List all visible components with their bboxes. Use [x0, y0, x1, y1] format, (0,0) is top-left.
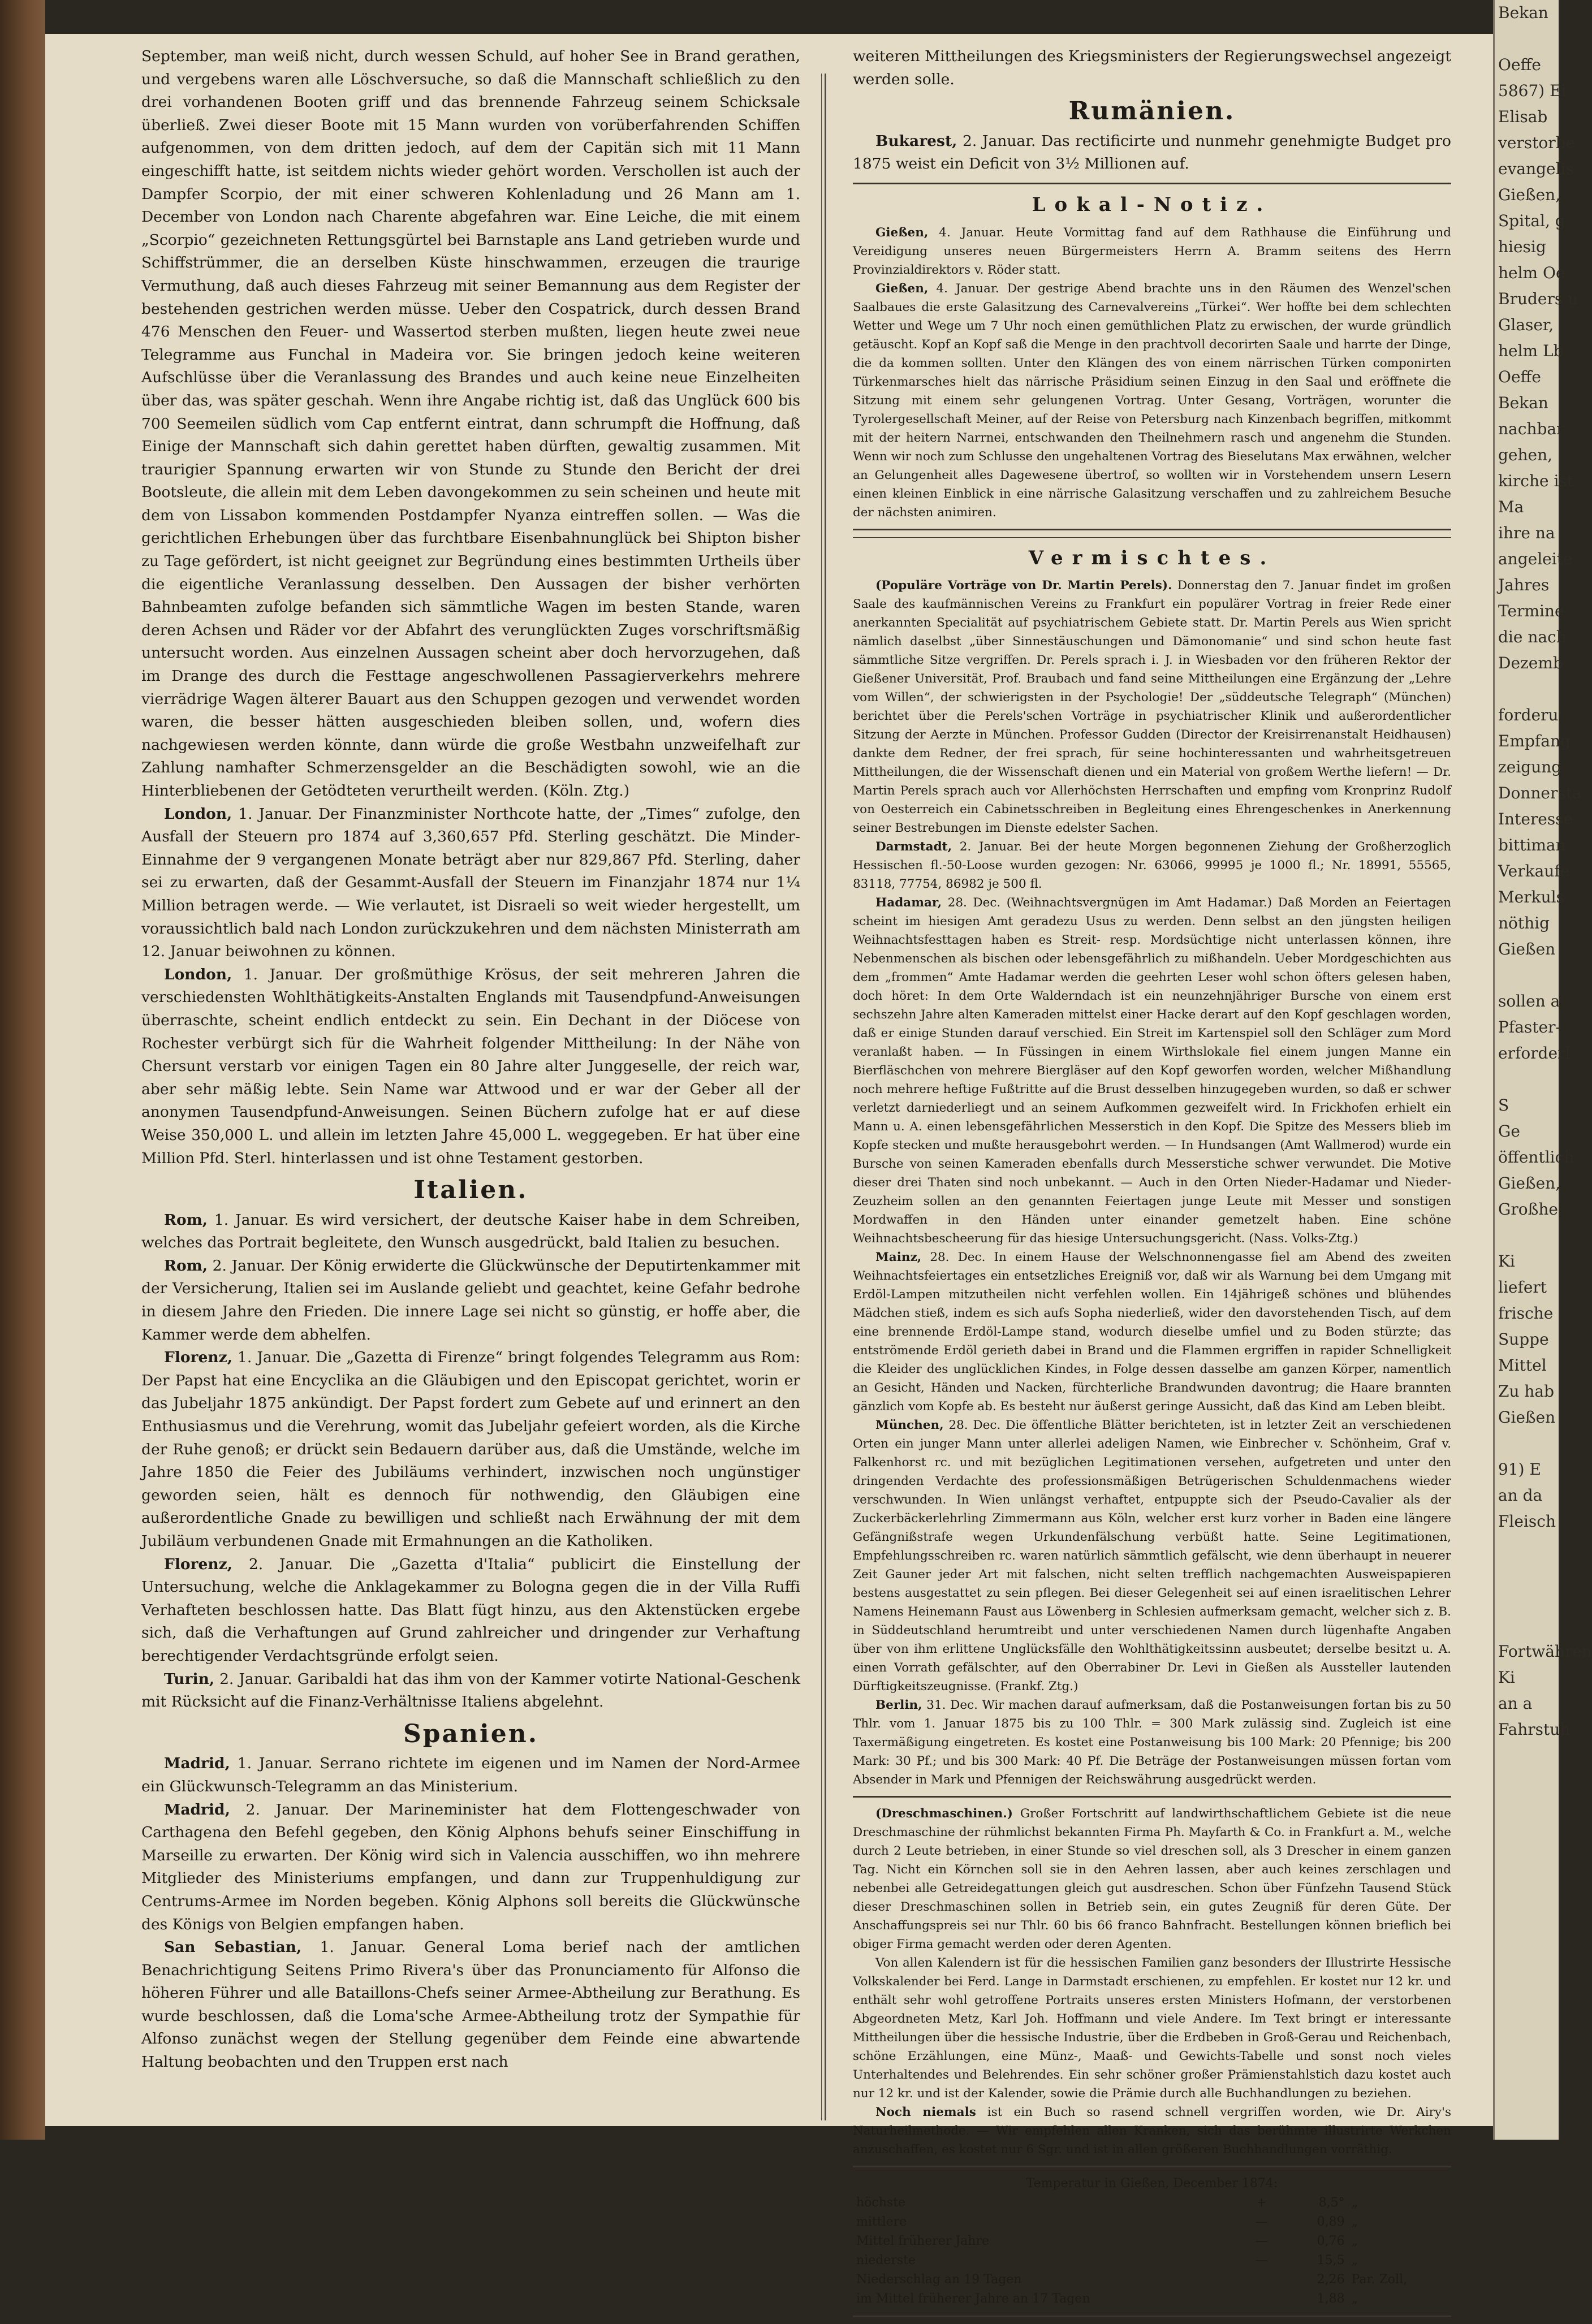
strip-fragment: Jahres — [1498, 576, 1550, 594]
article-madrid-2: Madrid, 2. Januar. Der Marineminister hat dem Flottengeschwader von Carthagena den Befehl gegeben, den König Alphons behufs seiner Einschiffung in Marseille zu erwarten. Der König wird sich in Valencia ausschiffen, wo ihn mehrere Mitglieder des Ministeriums empfangen, und dann zur Truppenhuldigung zur Centrums-Armee im Norden begeben. König Alphons soll bereits die Glückwünsche des Königs von Belgien empfangen haben. — [141, 1800, 800, 1933]
temperature-value: 15,5 — [1317, 2253, 1345, 2268]
article-rom-1: Rom, 1. Januar. Es wird versichert, der deutsche Kaiser habe in dem Schreiben, welches das Portrait begleitete, den Wunsch ausgedrückt, bald Italien zu besuchen. — [141, 1211, 800, 1252]
strip-fragment: nachbar — [1498, 420, 1564, 438]
strip-fragment: Termine — [1498, 602, 1564, 620]
strip-fragment: Gießen, — [1498, 1174, 1561, 1193]
strip-fragment: forderu — [1498, 706, 1559, 724]
section-heading-rumaenien: Rumänien. — [1068, 97, 1236, 126]
strip-fragment: nöthig — [1498, 914, 1550, 932]
temperature-value: 0,89 — [1317, 2215, 1345, 2230]
strip-fragment: Bekan — [1498, 394, 1548, 412]
strip-fragment: Fortwähren — [1498, 1642, 1592, 1661]
divider — [853, 2316, 1451, 2317]
strip-fragment: Ge — [1498, 1122, 1520, 1141]
temperature-value: 1,88 — [1317, 2292, 1345, 2306]
temperature-value: 2,26 — [1317, 2273, 1345, 2287]
strip-fragment: Gießen — [1498, 940, 1556, 958]
article-san-sebastian: San Sebastian, 1. Januar. General Loma berief nach der amtlichen Benachrichtigung Seitens Primo Rivera's über das Pronunciamento für Alfonso die höheren Führer und alle Bataillons-Chefs seiner Armee-Abtheilung zur Berathung. Es wurde beschlossen, daß die Loma'sche Armee-Abtheilung trotz der Sympathie für Alfonso zunächst wegen der Stellung gegenüber dem Feinde eine abwartende Haltung beobachten und den Truppen erst nach — [141, 1938, 800, 2071]
section-heading-lokal: Lokal-Notiz. — [1032, 193, 1272, 216]
temperature-row — [853, 2213, 1451, 2232]
temperature-unit: „ — [1351, 2234, 1358, 2249]
temperature-title: Temperatur in Gießen, December 1874: — [1026, 2176, 1278, 2191]
strip-fragment: angeleite — [1498, 550, 1573, 568]
temperature-label: Mittel früherer Jahre — [856, 2234, 989, 2249]
section-heading-vermischtes: Vermischtes. — [1028, 546, 1276, 569]
temperature-unit: „ — [1351, 2253, 1358, 2268]
strip-fragment: Empfang — [1498, 732, 1571, 750]
temperature-sign: + — [1256, 2196, 1267, 2210]
temperature-row — [853, 2232, 1451, 2251]
strip-fragment: erforderl — [1498, 1044, 1571, 1062]
temperature-sign: — — [1255, 2253, 1268, 2268]
strip-fragment — [1495, 1431, 1559, 1457]
temperature-sign: — — [1255, 2234, 1268, 2249]
strip-fragment: Interesse — [1498, 810, 1573, 828]
strip-fragment — [1495, 1223, 1559, 1249]
strip-fragment: gehen, — [1498, 446, 1553, 464]
strip-fragment: Fahrstuh — [1498, 1720, 1571, 1739]
article-rom-2: Rom, 2. Januar. Der König erwiderte die Glückwünsche der Deputirtenkammer mit der Versicherung, Italien sei im Auslande geliebt und geachtet, keine Gefahr bedrohe in diesem Jahre den Frieden. Die innere Lage sei nicht so günstig, er hoffe aber, die Kammer werde dem abhelfen. — [141, 1256, 800, 1344]
misc-darmstadt: Darmstadt, 2. Januar. Bei der heute Morgen begonnenen Ziehung der Großherzoglich Hessischen fl.-50-Loose wurden gezogen: Nr. 63066, 99995 je 1000 fl.; Nr. 18991, 55565, 83118, 77754, 86982 je 500 fl. — [853, 840, 1451, 892]
ad-kalender: Von allen Kalendern ist für die hessischen Familien ganz besonders der Illustrirte Hessische Volkskalender bei Ferd. Lange in Darmstadt erschienen, zu empfehlen. Er kostet nur 12 kr. und enthält sehr wohl getroffene Portraits unseres ersten Ministers Hofmann, der verstorbenen Abgeordneten Metz, Karl Joh. Hoffmann und viele Andere. Im Text bringt er interessante Mittheilungen über die hessische Industrie, über die Erdbeben in Groß-Gerau und Reichenbach, schöne Erzählungen, eine Münz-, Maaß- und Gewichts-Tabelle und sonst noch vieles Unterhaltendes und Belehrendes. Ein sehr schöner großer Prämienstahlstich dazu kostet auch nur 12 kr. und ist der Kalender, sowie die Prämie durch alle Buchhandlungen zu beziehen. — [853, 1956, 1451, 2101]
temperature-label: mittlere — [856, 2215, 907, 2230]
strip-fragment: 5867) Ei — [1498, 81, 1567, 100]
temperature-row — [853, 2270, 1451, 2290]
strip-fragment: Mittel — [1498, 1356, 1547, 1375]
ad-dreschmaschinen: (Dreschmaschinen.) Großer Fortschritt auf landwirthschaftlichem Gebiete ist die neue Dreschmaschine der rühmlichst bekannten Firma Ph. Mayfarth & Co. in Frankfurt a. M., welche durch 2 Leute betrieben, in einer Stunde so viel dreschen soll, als 3 Drescher in einem ganzen Tag. Nicht ein Körnchen soll sie in den Aehren lassen, aber auch keines zerschlagen und nebenbei alle Getreidegattungen gleich gut ausdreschen. Schon über Fünfzehn Tausend Stück dieser Dreschmaschinen sollen in Betrieb sein, ein gutes Zeugniß für deren Güte. Der Anschaffungspreis sei nur Thlr. 60 bis 66 franco Bahnfracht. Bestellungen können brieflich bei obiger Firma gemacht werden oder deren Agenten. — [853, 1807, 1451, 1952]
strip-fragment: kirche ist — [1498, 472, 1574, 490]
strip-fragment: Großhe — [1498, 1200, 1558, 1219]
strip-fragment — [1495, 676, 1559, 702]
article-london-1: London, 1. Januar. Der Finanzminister Northcote hatte, der „Times“ zufolge, den Ausfall der Steuern pro 1874 auf 3,360,657 Pfd. Sterling geschätzt. Die Minder-Einnahme der 9 vergangenen Monate beträgt aber nur 829,867 Pfd. Sterling, daher sei zu erwarten, daß der Gesammt-Ausfall der Steuern im Finanzjahr 1874 nur 1¼ Million betragen werde. — Wie verlautet, ist Disraeli so weit wieder hergestellt, um voraussichtlich bald nach London zurückzukehren und dem nächsten Ministerrath am 12. Januar beiwohnen zu können. — [141, 805, 800, 961]
article-madrid-1: Madrid, 1. Januar. Serrano richtete im eigenen und im Namen der Nord-Armee ein Glückwunsch-Telegramm an das Ministerium. — [141, 1755, 800, 1795]
temperature-value: 8,5° — [1318, 2196, 1345, 2210]
strip-fragment — [1495, 1066, 1559, 1092]
temperature-label: niederste — [856, 2253, 916, 2268]
strip-fragment — [1495, 1561, 1559, 1587]
article-bukarest: Bukarest, 2. Januar. Das rectificirte und nunmehr genehmigte Budget pro 1875 weist ein Deficit von 3½ Millionen auf. — [853, 132, 1451, 173]
ad-naturheilmethode: Noch niemals ist ein Buch so rasend schnell vergriffen worden, wie Dr. Airy's Naturheilmethode. — Wir empfehlen allen Kranken, sich das berühmte illustrirte Werkchen anzuschaffen, es kostet nur 6 Sgr. und ist in allen größeren Buchhandlungen vorräthig. — [853, 2105, 1451, 2157]
strip-fragment: Merkuls — [1498, 888, 1564, 906]
strip-fragment: die nach — [1498, 628, 1567, 646]
strip-fragment: helm Lb — [1498, 342, 1564, 360]
strip-fragment: evangelis — [1498, 159, 1574, 178]
temperature-row — [853, 2290, 1451, 2309]
left-column — [141, 45, 800, 2074]
strip-fragment: Oeffe — [1498, 55, 1541, 74]
newspaper-page — [45, 34, 1493, 2306]
temperature-unit: „ — [1351, 2292, 1358, 2306]
strip-fragment: Ma — [1498, 498, 1524, 516]
strip-fragment: Fleisch — [1498, 1512, 1556, 1531]
strip-fragment — [1495, 1535, 1559, 1561]
strip-fragment: Glaser, — [1498, 316, 1554, 334]
strip-fragment: Dezemb — [1498, 654, 1563, 672]
misc-mainz: Mainz, 28. Dec. In einem Hause der Welschnonnengasse fiel am Abend des zweiten Weihnachtsfeiertages ein entsetzliches Ereigniß vor, daß wir als Warnung bei dem Umgang mit Erdöl-Lampen mitzutheilen nicht verfehlen wollen. Ein 14jährigeß schönes und blühendes Mädchen stieß, indem es sich aufs Sopha niederließ, wider den davorstehenden Tisch, auf dem eine brennende Erdöl-Lampe stand, wodurch dieselbe umfiel und zu Boden stürzte; das entströmende Erdöl gerieth dabei in Brand und die Flammen ergriffen in rapider Schnelligkeit die Kleider des unglücklichen Kindes, in Folge dessen dasselbe am ganzen Körper, namentlich an Gesicht, Händen und Nacken, fürchterliche Brandwunden davontrug; die Haare brannten gänzlich vom Kopfe ab. Es besteht nur äußerst geringe Aussicht, daß das Kind am Leben bleibt. — [853, 1250, 1451, 1414]
strip-fragment: helm Oe — [1498, 263, 1565, 282]
strip-fragment: Ki — [1498, 1668, 1515, 1687]
book-binding — [0, 0, 45, 2140]
temperature-table — [853, 2174, 1451, 2309]
divider — [853, 1796, 1451, 1798]
local-giessen-1: Gießen, 4. Januar. Heute Vormittag fand auf dem Rathhause die Einführung und Vereidigung unseres neuen Bürgermeisters Herrn A. Bramm seitens des Herrn Provinzialdirektors v. Röder statt. — [853, 225, 1451, 277]
temperature-unit: „ — [1351, 2196, 1358, 2210]
misc-perels: (Populäre Vorträge von Dr. Martin Perels). Donnerstag den 7. Januar findet im großen Saale des kaufmännischen Vereins zu Frankfurt ein populärer Vortrag in freier Rede einer anerkannten Specialität auf psychiatrischem Gebiete statt. Dr. Martin Perels aus Wien spricht nämlich daselbst „über Sinnestäuschungen und Dämonomanie“ und sind schon heute fast sämmtliche Sitze vergriffen. Dr. Perels sprach i. J. in Wiesbaden vor den früheren Rektor der Gießener Universität, Prof. Braubach und fand seine Mittheilungen eine Ergänzung der „Lehre vom Willen“, der schwierigsten in der Psychologie! Der „süddeutsche Telegraph“ (München) berichtet über die Perels'schen Vorträge in psychiatrischer Klinik und außerordentlicher Sitzung der Aerzte in München. Professor Gudden (Director der Kreisirrenanstalt Heidhausen) dankte dem Redner, der frei sprach, für seine hochinteressanten und wahrheitsgetreuen Mittheilungen, die der Wissenschaft dienen und ein Material von großem Werthe liefern! — Dr. Martin Perels sprach auch vor Allerhöchsten Herrschaften und empfing vom Kronprinz Rudolf von Oesterreich ein Cabinetsschreiben in Begleitung eines Ehrengeschenkes in Anerkennung seiner Bestrebungen im Dienste edelster Sachen. — [853, 578, 1451, 836]
right-column — [853, 45, 1451, 2324]
temperature-sign — [1250, 2270, 1274, 2290]
misc-berlin: Berlin, 31. Dec. Wir machen darauf aufmerksam, daß die Postanweisungen fortan bis zu 50 Thlr. vom 1. Januar 1875 bis zu 100 Thlr. = 300 Mark zulässig sind. Zugleich ist eine Taxermäßigung eingetreten. Es kostet eine Postanweisung bis 100 Mark: 20 Pfennige; bis 200 Mark: 30 Pf.; und bis 300 Mark: 40 Pf. Die Beträge der Postanweisungen müssen fortan vom Absender in Mark und Pfennigen der Reichswährung ausgedrückt werden. — [853, 1698, 1451, 1787]
temperature-value: 0,76 — [1317, 2234, 1345, 2249]
temperature-sign: — — [1255, 2215, 1268, 2230]
column-separator-thin — [821, 74, 822, 2120]
strip-fragment: Gießen — [1498, 1408, 1556, 1427]
article-florenz-1: Florenz, 1. Januar. Die „Gazetta di Firenze“ bringt folgendes Telegramm aus Rom: Der Papst hat eine Encyclika an die Gläubigen und den Episcopat gerichtet, worin er das Jubeljahr 1875 ankündigt. Der Papst fordert zum Gebete auf und erinnert an den Enthusiasmus und die Verehrung, womit das Jubeljahr gefeiert worden, als die Kirche der Ruhe genoß; er drückt sein Bedauern darüber aus, daß die Umstände, welche im Jahre 1850 die Feier des Jubiläums verhindert, inzwischen noch ungünstiger geworden seien, hält es dennoch für nothwendig, den Gläubigen eine außerordentliche Gnade zu bewilligen und schließt nach Erwähnung der mit dem Jubiläum verbundenen Gnade mit Ermahnungen an die Katholiken. — [141, 1349, 800, 1550]
strip-fragment: Bruders u — [1498, 290, 1578, 308]
temperature-label: im Mittel früherer Jahre an 17 Tagen — [856, 2292, 1090, 2306]
strip-fragment: öffentlich — [1498, 1148, 1574, 1167]
temperature-row — [853, 2193, 1451, 2213]
section-heading-spanien: Spanien. — [403, 1719, 539, 1748]
strip-fragment — [1495, 1613, 1559, 1639]
strip-fragment: Elisab — [1498, 107, 1548, 126]
strip-fragment: zeigung — [1498, 758, 1562, 776]
temperature-sign — [1250, 2290, 1274, 2309]
strip-fragment: Suppe — [1498, 1330, 1549, 1349]
temperature-rows — [853, 2193, 1451, 2309]
column-separator — [825, 74, 826, 2120]
strip-fragment: an a — [1498, 1694, 1533, 1713]
adjacent-page-strip — [1493, 0, 1592, 2140]
article-london-2: London, 1. Januar. Der großmüthige Krösus, der seit mehreren Jahren die verschiedensten Wohlthätigkeits-Anstalten Englands mit Tausendpfund-Anweisungen überraschte, scheint endlich entdeckt zu sein. Ein Dechant in der Diöcese von Rochester verbürgt sich für die Wahrheit folgender Mittheilung: In der Nähe von Chersunt verstarb vor einigen Tagen ein 80 Jahre alter Junggeselle, der reich war, aber sehr mäßig lebte. Sein Name war Attwood und er war der Geber all der anonymen Tausendpfund-Anweisungen. Seinen Büchern zufolge hat er auf diese Weise 350,000 L. und allein im letzten Jahre 45,000 L. weggegeben. Er hat über eine Million Pfd. Sterl. hinterlassen und ist ohne Testament gestorben. — [141, 965, 800, 1167]
strip-fragment: Zu hab — [1498, 1382, 1555, 1401]
strip-fragment — [1495, 1587, 1559, 1613]
misc-muenchen: München, 28. Dec. Die öffentliche Blätter berichteten, ist in letzter Zeit an verschiedenen Orten ein junger Mann unter allerlei adeligen Namen, wie Einbrecher v. Schönheim, Graf v. Falkenhorst rc. und mit bezüglichen Legitimationen versehen, aufgetreten und unter den dringenden Verdachte des professionsmäßigen Betrügerischen Schuldenmachens wieder verschwunden. In Wien unlängst verhaftet, entpuppte sich der Pseudo-Cavalier als der Zuckerbäckerlehrling Zimmermann aus Köln, welcher erst kurz vorher in Baden eine längere Gefängnißstrafe wegen Urkundenfälschung verbüßt hatte. Seine Legitimationen, Empfehlungsschreiben rc. waren natürlich sämmtlich gefälscht, wie denn überhaupt in neuerer Zeit Gauner jeder Art mit falschen, nicht selten trefflich nachgemachten Ausweispapieren bestens ausgestattet zu sein pflegen. Bei dieser Gelegenheit sei auf einen israelitischen Lehrer Namens Heinemann Faust aus Löwenberg in Schlesien aufmerksam gemacht, welcher sich z. B. in Süddeutschland herumtreibt und unter verschiedenen Namen durch lügenhafte Angaben über von ihm erlittene Unglücksfälle den Wohlthätigkeitssinn ausbeutet; derselbe besitzt u. A. einen Vorrath gefälschter, auf den Oberrabiner Dr. Levi in Gießen als Aussteller lautenden Dürftigkeitszeugnisse. (Frankf. Ztg.) — [853, 1418, 1451, 1694]
strip-fragment: Oeffe — [1498, 368, 1541, 386]
strip-fragment: Spital, g — [1498, 211, 1565, 230]
article-continuation: weiteren Mittheilungen des Kriegsministers der Regierungswechsel angezeigt werden solle. — [853, 47, 1451, 88]
temperature-unit: Par. Zoll, — [1351, 2273, 1408, 2287]
strip-fragment: hiesig — [1498, 237, 1546, 256]
strip-fragment: Donnersta — [1498, 784, 1582, 802]
article-turin: Turin, 2. Januar. Garibaldi hat das ihm von der Kammer votirte National-Geschenk mit Rücksicht auf die Finanz-Verhältnisse Italiens abgelehnt. — [141, 1670, 800, 1711]
strip-fragment: Bekan — [1498, 3, 1548, 22]
strip-fragment: an da — [1498, 1486, 1543, 1505]
temperature-label: höchste — [856, 2196, 906, 2210]
strip-fragment: Gießen, — [1498, 185, 1561, 204]
section-heading-italien: Italien. — [413, 1176, 528, 1205]
strip-fragment: bittiman — [1498, 836, 1566, 854]
misc-hadamar: Hadamar, 28. Dec. (Weihnachtsvergnügen im Amt Hadamar.) Daß Morden an Feiertagen scheint im hiesigen Amt geradezu Usus zu werden. Denn selbst an den jüngsten heiligen Weihnachtsfesttagen haben es Streit- resp. Mordsüchtige nicht unterlassen können, ihre Nebenmenschen als bischen oder lebensgefährlich zu mißhandeln. Ueber Mordgeschichten aus dem „frommen“ Amte Hadamar werden die geehrten Leser wohl schon öfters gelesen haben, doch höret: In dem Orte Walderndach ist ein neunzehnjähriger Bursche von einem erst sechszehn Jahre alten Kameraden mittelst einer Hacke derart auf den Kopf geschlagen worden, daß er einige Stunden darauf verschied. Ein Streit im Kartenspiel soll den Schläger zum Mord veranlaßt haben. — In Füssingen in einem Wirthslokale fiel einem jungen Manne ein Bierfläschchen von mehrere Biergläser auf den Kopf geworfen worden, welcher Mißhandlung noch mehrere heftige Fußtritte auf die Brust desselben hinzugegeben wurden, so daß er schwer verletzt darniederliegt und an seinem Aufkommen gezweifelt wird. In Frickhofen erhielt ein Mann u. A. einen lebensgefährlichen Messerstich in den Kopf. Die Spitze des Messers blieb im Kopfe stecken und mußte herausgebohrt werden. — In Hundsangen (Amt Wallmerod) wurde ein Bursche von seinen Kameraden ebenfalls durch Messerstiche schwer verwundet. Die Motive dieser drei Thaten sind noch unbekannt. — Auch in den Orten Nieder-Hadamar und Nieder-Zeuzheim sollen an den genannten Feiertagen junge Leute mit Messer und sonstigen Mordwaffen in den Händen unter einander gemetzelt haben. Eine schöne Weihnachtsbescheerung für das hiesige Untersuchungsgericht. (Nass. Volks-Ztg.) — [853, 896, 1451, 1246]
local-giessen-2: Gießen, 4. Januar. Der gestrige Abend brachte uns in den Räumen des Wenzel'schen Saalbaues die erste Galasitzung des Carnevalvereins „Türkei“. Wer hoffte bei dem schlechten Wetter und Wege um 7 Uhr noch einen gemüthlichen Platz zu erwischen, der wurde gründlich getäuscht. Kopf an Kopf saß die Menge in den prachtvoll decorirten Saale und harrte der Dinge, die da kommen sollten. Unter den Klängen des von einem närrischen Türken componirten Türkenmarsches hielt das närrische Präsidium seinen Einzug in den Saal und eröffnete die Sitzung mit einem sehr gelungenen Vortrag. Unter Gesang, Vorträgen, worunter die Tyrolergesellschaft Meiner, auf der Reise von Petersburg nach Kinzenbach begriffen, mitkommt mit der heitern Narrnei, entschwanden den Theilnehmern rasch und angenehm die Stunden. Wenn wir noch zum Schlusse den ungehaltenen Vortrag des Bieselutans Max erwähnen, welcher an Gelungenheit alles Dagewesene übertrof, so wollten wir in Vorstehendem unsern Lesern einen kleinen Einblick in eine närrische Galasitzung verschaffen und zu zahlreichem Besuche der nächsten animiren. — [853, 281, 1452, 520]
strip-fragment: verstorbe — [1498, 133, 1576, 152]
strip-fragment: sollen a — [1498, 992, 1560, 1010]
strip-fragment: ihre na — [1498, 524, 1555, 542]
divider — [853, 2166, 1451, 2167]
article-florenz-2: Florenz, 2. Januar. Die „Gazetta d'Italia“ publicirt die Einstellung der Untersuchung, welche die Anklagekammer zu Bologna gegen die in der Villa Ruffi Verhafteten beschlossen hatte. Das Blatt fügt hinzu, aus den Aktenstücken ergebe sich, daß die Verhaftungen auf Grund zahlreicher und dringender zur Verhaftung berechtigender Verdachtsgründe erfolgt seien. — [141, 1555, 800, 1665]
divider — [853, 183, 1451, 184]
strip-fragment: S — [1498, 1096, 1509, 1115]
article-text: September, man weiß nicht, durch wessen Schuld, auf hoher See in Brand gerathen, und vergebens waren alle Löschversuche, so daß die Mannschaft schließlich zu den drei vorhandenen Booten griff und das brennende Fahrzeug seinem Schicksale überließ. Zwei dieser Boote mit 15 Mann wurden von vorüberfahrenden Schiffen aufgenommen, von dem dritten jedoch, auf dem der Capitän sich mit 11 Mann eingeschifft hatte, ist seitdem nichts wieder gehört worden. Verschollen ist auch der Dampfer Scorpio, der mit einer schweren Kohlenladung und 26 Mann am 1. December von London nach Charente abgefahren war. Eine Leiche, die mit einem „Scorpio“ gezeichneten Rettungsgürtel bei Barnstaple ans Land getrieben wurde und Schiffstrümmer, die an derselben Küste hinschwammen, erzeugen die traurige Vermuthung, daß auch dieses Fahrzeug mit seiner Bemannung aus dem Register der bestehenden gestrichen werden müsse. Ueber den Cospatrick, durch dessen Brand 476 Menschen den Feuer- und Wassertod sterben mußten, liegen heute zwei neue Telegramme aus Funchal in Madeira vor. Sie bringen jedoch keine weiteren Aufschlüsse über die Veranlassung des Brandes und auch keine neue Einzelheiten über das, was später geschah. Wenn ihre Angabe richtig ist, daß das Unglück 600 bis 700 Seemeilen südlich vom Cap entfernt eintrat, dann schrumpft die Hoffnung, daß Einige der Mannschaft sich dahin gerettet haben dürften, gewaltig zusammen. Mit traurigier Spannung erwarten wir von Stunde zu Stunde den Bericht der drei Bootsleute, die allein mit dem Leben davongekommen zu sein scheinen und heute mit dem von Lissabon kommenden Postdampfer Nyanza eintreffen sollen. — Was die gerichtlichen Erhebungen über das furchtbare Eisenbahnunglück bei Shipton bisher zu Tage gefördert, ist nicht geeignet zur Begründung eines bestimmten Urtheils über die eigentliche Veranlassung desselben. Den Aussagen der bisher verhörten Bahnbeamten zufolge befanden sich sämmtliche Wagen im besten Stande, waren deren Achsen und Räder vor der Abfahrt des verunglückten Zuges vorschriftsmäßig untersucht worden. Aus einzelnen Aussagen scheint aber doch hervorzugehen, daß im Drange des durch die Festtage angeschwollenen Passagierverkehrs mehrere vierrädrige Wagen älterer Bauart aus den Schuppen gezogen und verwendet worden waren, die besser hätten ausgeschieden bleiben sollen, und, wofern dies nachgewiesen werden könnte, dann würde die große Westbahn unzweifelhaft zur Zahlung namhafter Schmerzensgelder an die Beschädigten sowohl, wie an die Hinterbliebenen der Getödteten verurtheilt werden. (Köln. Ztg.) — [141, 47, 800, 800]
temperature-row — [853, 2251, 1451, 2270]
divider — [853, 529, 1451, 530]
strip-fragment: frische — [1498, 1304, 1554, 1323]
temperature-label: Niederschlag an 19 Tagen — [856, 2273, 1022, 2287]
divider-thin — [853, 537, 1451, 538]
strip-fragment: Pfaster- — [1498, 1018, 1561, 1036]
strip-fragment: liefert — [1498, 1278, 1547, 1297]
temperature-unit: „ — [1351, 2215, 1358, 2230]
strip-fragment — [1495, 26, 1559, 52]
strip-fragment — [1495, 962, 1559, 988]
strip-fragment: Verkaufe — [1498, 862, 1570, 880]
strip-fragment: Ki — [1498, 1252, 1515, 1271]
strip-fragment: 91) E — [1498, 1460, 1541, 1479]
